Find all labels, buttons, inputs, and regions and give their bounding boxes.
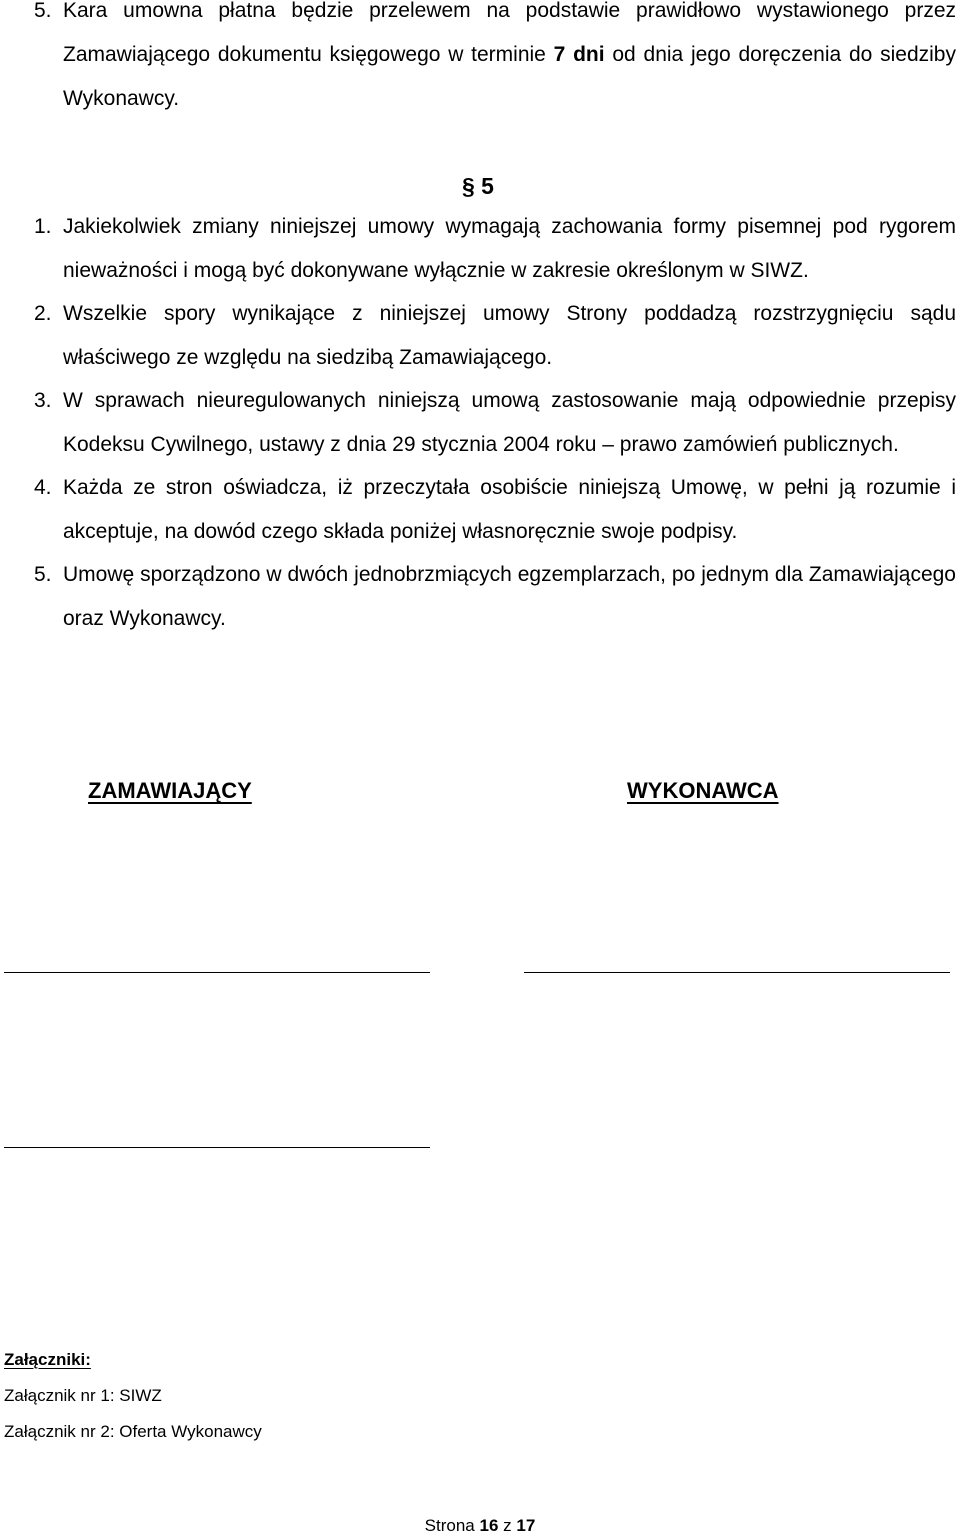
attachments-heading: Załączniki: [4, 1350, 91, 1369]
footer-prefix: Strona [424, 1516, 475, 1535]
page-footer [0, 1516, 960, 1536]
clause-text: Wszelkie spory wynikające z niniejszej umowy Strony poddadzą rozstrzygnięciu sądu właściwego ze względu na siedzibą Zamawiającego. [63, 302, 956, 369]
attachment-item: Załącznik nr 2: Oferta Wykonawcy [4, 1422, 262, 1441]
clause-number: 4. [34, 476, 52, 499]
clause-number: 2. [34, 302, 52, 325]
clause-1 [34, 205, 956, 293]
clause-text-part: Kara umowna płatna będzie przelewem na podstawie prawidłowo wystawionego przez Zamawiającego dokumentu księgowego w terminie [63, 0, 956, 66]
signature-line-contractor [524, 972, 950, 973]
clause-text: Jakiekolwiek zmiany niniejszej umowy wymagają zachowania formy pisemnej pod rygorem nieważności i mogą być dokonywane wyłącznie w zakresie określonym w SIWZ. [63, 215, 956, 282]
clause-2 [34, 292, 956, 380]
clause-text: W sprawach nieuregulowanych niniejszą umową zastosowanie mają odpowiednie przepisy Kodeksu Cywilnego, ustawy z dnia 29 stycznia 2004 roku – prawo zamówień publicznych. [63, 389, 956, 456]
signature-label-client: ZAMAWIAJĄCY [88, 778, 252, 803]
clause-text: Umowę sporządzono w dwóch jednobrzmiących egzemplarzach, po jednym dla Zamawiającego oraz Wykonawcy. [63, 563, 956, 630]
clause-prev-5 [34, 0, 956, 121]
attachment-item: Załącznik nr 1: SIWZ [4, 1386, 162, 1405]
signature-line-client [4, 972, 430, 973]
signature-line-extra [4, 1147, 430, 1148]
clause-text: Każda ze stron oświadcza, iż przeczytała osobiście niniejszą Umowę, w pełni ją rozumie i akceptuje, na dowód czego składa poniżej własnoręcznie swoje podpisy. [63, 476, 956, 543]
clause-number: 3. [34, 389, 52, 412]
footer-separator: z [503, 1516, 512, 1535]
clause-5 [34, 553, 956, 641]
clause-text [63, 0, 956, 121]
footer-total-pages: 17 [516, 1516, 536, 1535]
clause-text-bold: 7 dni [553, 43, 605, 66]
clause-4 [34, 466, 956, 554]
clause-number: 5. [34, 563, 52, 586]
clause-number: 5. [34, 0, 52, 22]
footer-page-number: 16 [479, 1516, 499, 1535]
clause-text-part: od dnia jego doręczenia do siedziby Wykonawcy. [63, 43, 956, 110]
signature-label-contractor: WYKONAWCA [627, 778, 779, 803]
section-mark: § 5 [462, 173, 494, 199]
clause-number: 1. [34, 215, 52, 238]
clause-3 [34, 379, 956, 467]
